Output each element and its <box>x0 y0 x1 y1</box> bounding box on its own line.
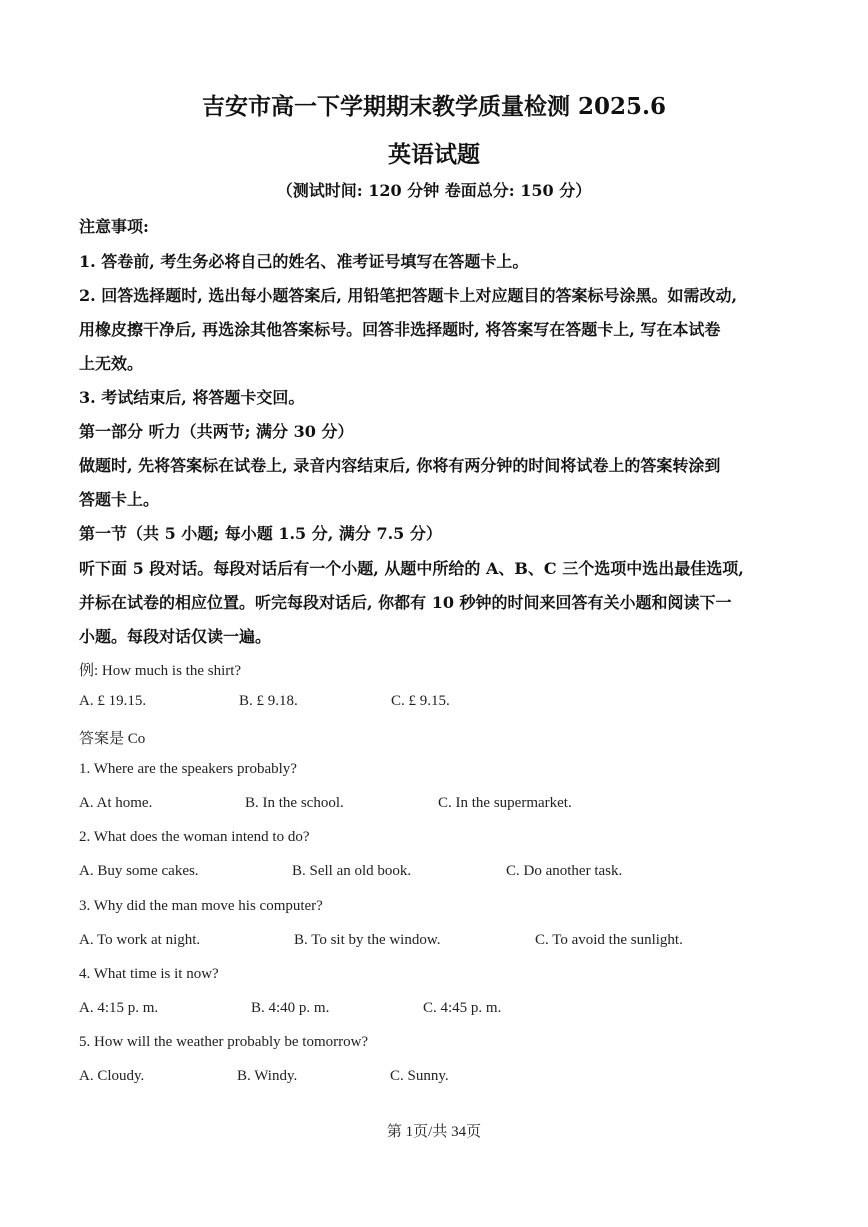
question-5: 5. How will the weather probably be tomorrow? <box>79 1034 369 1050</box>
section1-instruction-line-1: 听下面 5 段对话。每段对话后有一个小题, 从题中所给的 A、B、C 三个选项中选出最佳选项, <box>79 559 744 578</box>
question-4-option-c: C. 4:45 p. m. <box>423 1000 502 1016</box>
question-3-option-b: B. To sit by the window. <box>294 932 441 948</box>
example-answer: 答案是 Co <box>79 731 146 747</box>
question-5-option-a: A. Cloudy. <box>79 1068 145 1084</box>
question-1-option-a: A. At home. <box>79 795 153 811</box>
example-question: 例: How much is the shirt? <box>79 663 242 679</box>
question-5-option-c: C. Sunny. <box>390 1068 449 1084</box>
example-option-b: B. £ 9.18. <box>239 693 298 709</box>
exam-title: 吉安市高一下学期期末教学质量检测 2025.6 <box>201 93 667 120</box>
part1-heading: 第一部分 听力（共两节; 满分 30 分） <box>79 422 354 441</box>
section1-instruction-line-3: 小题。每段对话仅读一遍。 <box>79 627 272 646</box>
note-item-3: 3. 考试结束后, 将答题卡交回。 <box>79 388 305 407</box>
note-item-1: 1. 答卷前, 考生务必将自己的姓名、准考证号填写在答题卡上。 <box>79 252 529 271</box>
notes-heading: 注意事项: <box>79 217 149 236</box>
note-item-2-line-2: 用橡皮擦干净后, 再选涂其他答案标号。回答非选择题时, 将答案写在答题卡上, 写在本试卷 <box>79 320 721 339</box>
question-2-option-a: A. Buy some cakes. <box>79 863 199 879</box>
question-4-option-b: B. 4:40 p. m. <box>251 1000 330 1016</box>
question-2-option-c: C. Do another task. <box>506 863 623 879</box>
question-4-option-a: A. 4:15 p. m. <box>79 1000 159 1016</box>
question-2-option-b: B. Sell an old book. <box>292 863 412 879</box>
question-3-option-a: A. To work at night. <box>79 932 201 948</box>
part1-instruction-line-1: 做题时, 先将答案标在试卷上, 录音内容结束后, 你将有两分钟的时间将试卷上的答案转涂到 <box>79 456 721 475</box>
question-4: 4. What time is it now? <box>79 966 219 982</box>
page-number: 第 1页/共 34页 <box>386 1124 482 1140</box>
question-1: 1. Where are the speakers probably? <box>79 761 297 777</box>
question-1-option-c: C. In the supermarket. <box>438 795 572 811</box>
question-1-option-b: B. In the school. <box>245 795 344 811</box>
question-3-option-c: C. To avoid the sunlight. <box>535 932 683 948</box>
example-option-a: A. £ 19.15. <box>79 693 147 709</box>
section1-heading: 第一节（共 5 小题; 每小题 1.5 分, 满分 7.5 分） <box>79 524 442 543</box>
exam-subject: 英语试题 <box>388 141 480 168</box>
question-3: 3. Why did the man move his computer? <box>79 898 323 914</box>
section1-instruction-line-2: 并标在试卷的相应位置。听完每段对话后, 你都有 10 秒钟的时间来回答有关小题和阅读下一 <box>79 593 732 612</box>
note-item-2-line-1: 2. 回答选择题时, 选出每小题答案后, 用铅笔把答题卡上对应题目的答案标号涂黑。如需改动, <box>79 286 738 305</box>
exam-info: （测试时间: 120 分钟 卷面总分: 150 分） <box>276 181 592 200</box>
note-item-2-line-3: 上无效。 <box>79 354 144 373</box>
question-5-option-b: B. Windy. <box>237 1068 298 1084</box>
question-2: 2. What does the woman intend to do? <box>79 829 310 845</box>
part1-instruction-line-2: 答题卡上。 <box>79 490 160 509</box>
example-option-c: C. £ 9.15. <box>391 693 450 709</box>
